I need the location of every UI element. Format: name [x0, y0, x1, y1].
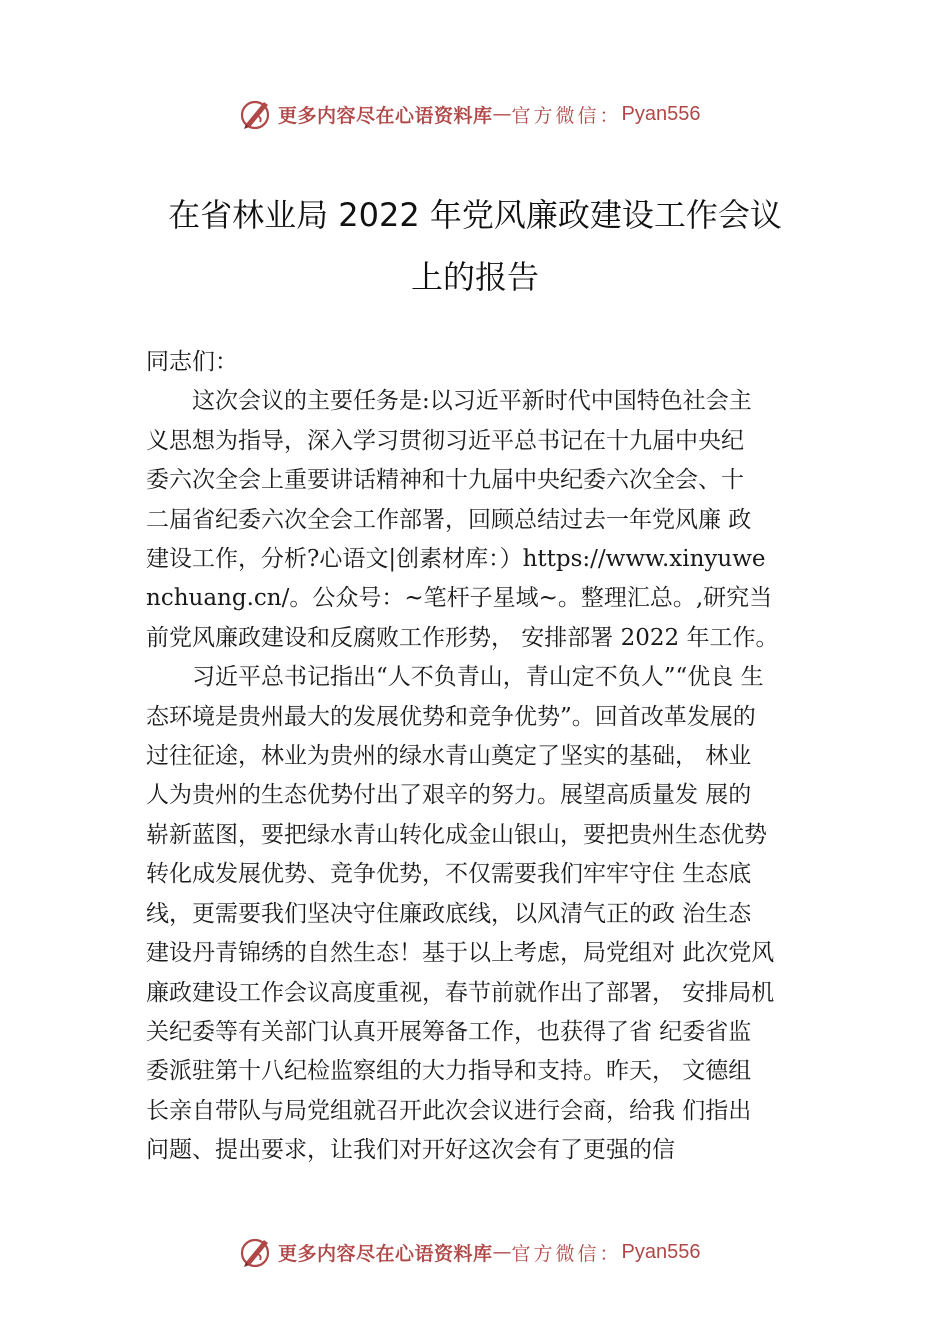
body-line: 关纪委等有关部门认真开展筹备工作，也获得了省 纪委省监: [146, 1018, 752, 1045]
brand-text: 更多内容尽在心语资料库: [278, 104, 493, 127]
body-line: 前党风廉政建设和反腐败工作形势， 安排部署 2022 年工作。: [146, 624, 779, 651]
body-line: 建设工作，分析?心语文|创素材库：）https://www.xinyuwe: [146, 546, 766, 573]
wechat-label: 官方微信：: [511, 1242, 622, 1265]
wechat-id: Pyan556: [621, 102, 701, 125]
wechat-label: 官方微信：: [511, 104, 622, 127]
document-title: [100, 184, 850, 308]
body-line: 长亲自带队与局党组就召开此次会议进行会商，给我 们指出: [146, 1097, 752, 1124]
body-line: 建设丹青锦绣的自然生态！基于以上考虑，局党组对 此次党风: [146, 940, 775, 967]
body-line: 义思想为指导，深入学习贯彻习近平总书记在十九届中央纪: [146, 427, 744, 454]
document-body: [146, 343, 846, 1171]
pen-logo-icon: [238, 96, 274, 132]
body-line: 委派驻第十八纪检监察组的大力指导和支持。昨天， 文德组: [146, 1058, 752, 1085]
body-line: 态环境是贵州最大的发展优势和竞争优势”。回首改革发展的: [146, 703, 756, 730]
separator-dash: —: [492, 1241, 512, 1263]
body-line: 问题、提出要求，让我们对开好这次会有了更强的信: [146, 1137, 675, 1164]
body-line: 过往征途，林业为贵州的绿水青山奠定了坚实的基础， 林业: [146, 743, 752, 770]
salutation: 同志们：: [146, 349, 238, 375]
separator-dash: —: [492, 103, 512, 125]
title-line: 上的报告: [410, 258, 539, 296]
body-line: 线，更需要我们坚决守住廉政底线，以风清气正的政 治生态: [146, 900, 752, 927]
header-banner: [238, 94, 701, 134]
body-line: nchuang.cn/。公众号：~笔杆子星域~。整理汇总。,研究当: [146, 585, 773, 612]
title-line: 在省林业局 2022 年党风廉政建设工作会议: [168, 196, 782, 234]
body-line: 这次会议的主要任务是:以习近平新时代中国特色社会主: [146, 388, 752, 415]
body-line: 人为贵州的生态优势付出了艰辛的努力。展望高质量发 展的: [146, 782, 752, 809]
body-line: 崭新蓝图，要把绿水青山转化成金山银山，要把贵州生态优势: [146, 821, 767, 848]
body-line: 习近平总书记指出“人不负青山，青山定不负人”“优良 生: [146, 664, 764, 691]
pen-logo-icon: [238, 1234, 274, 1270]
wechat-id: Pyan556: [621, 1240, 701, 1263]
brand-text: 更多内容尽在心语资料库: [278, 1242, 493, 1265]
body-line: 二届省纪委六次全会工作部署，回顾总结过去一年党风廉 政: [146, 506, 752, 533]
body-line: 委六次全会上重要讲话精神和十九届中央纪委六次全会、十: [146, 467, 744, 494]
footer-banner: [238, 1232, 701, 1272]
body-line: 廉政建设工作会议高度重视，春节前就作出了部署， 安排局机: [146, 979, 775, 1006]
body-line: 转化成发展优势、竞争优势，不仅需要我们牢牢守住 生态底: [146, 861, 752, 888]
